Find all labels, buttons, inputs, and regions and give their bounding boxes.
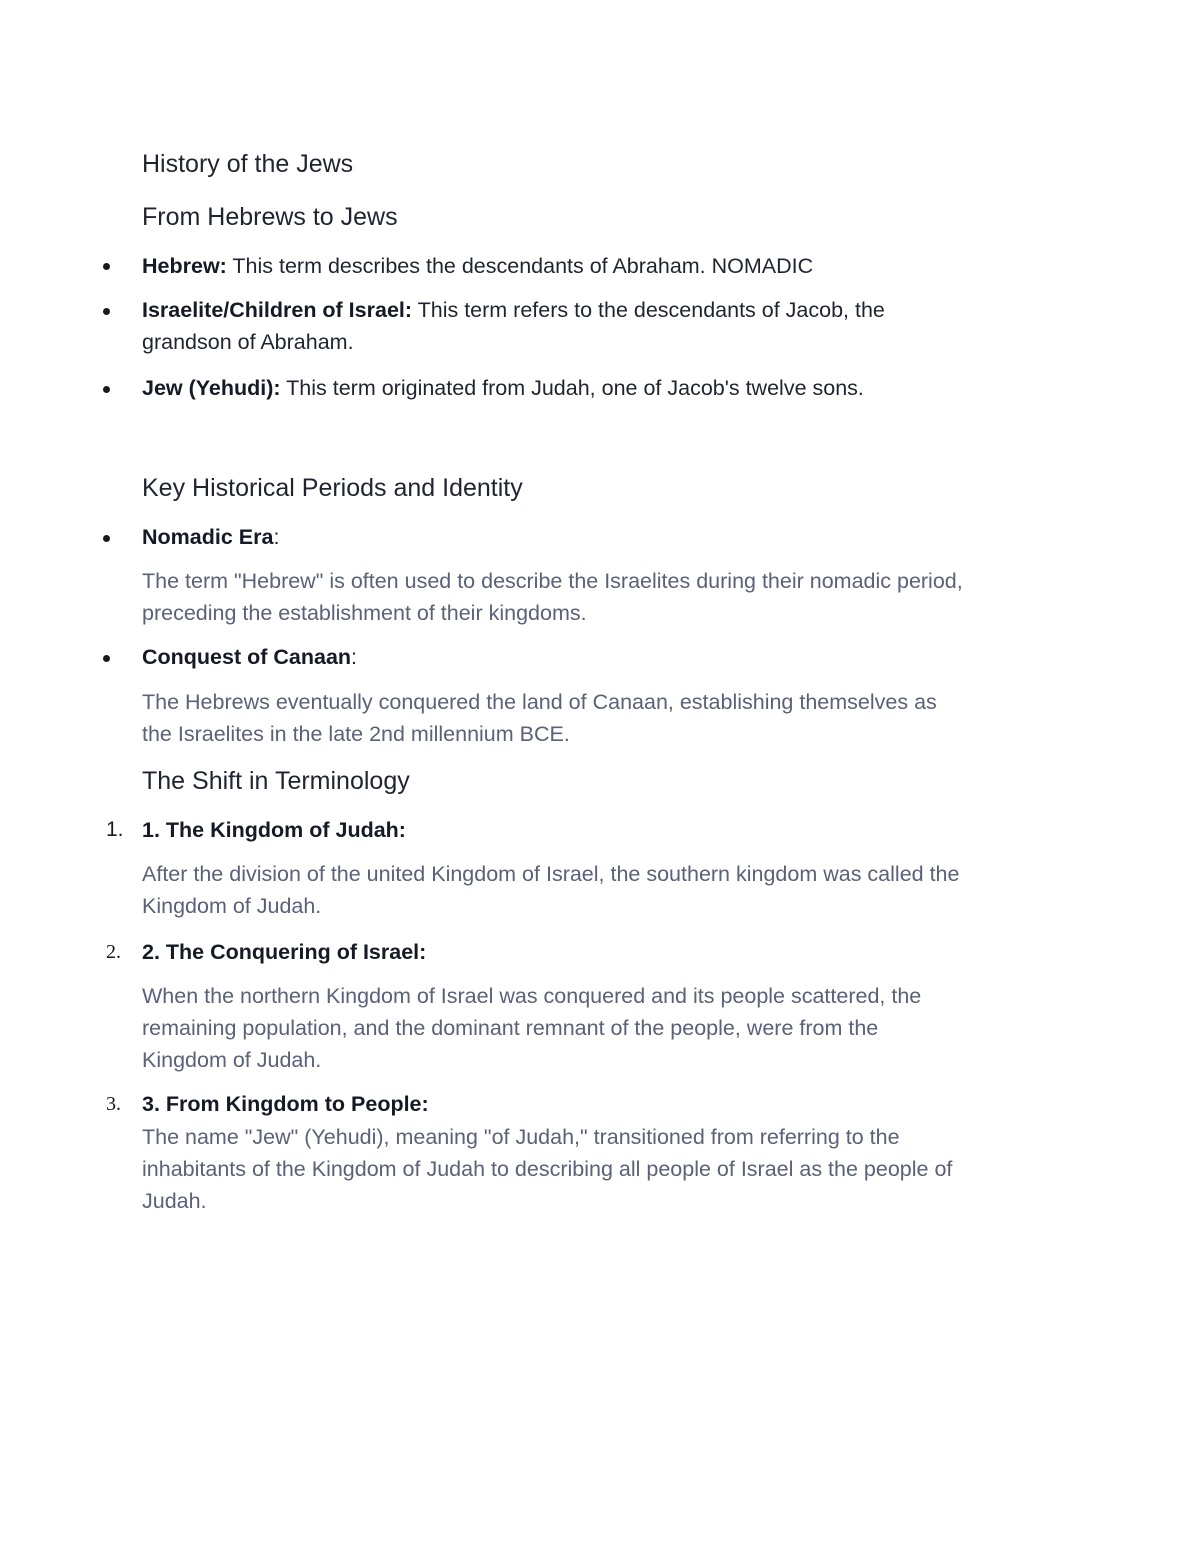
term-description: This term describes the descendants of Abraham. NOMADIC <box>226 254 814 278</box>
item-description: The Hebrews eventually conquered the land of Canaan, establishing themselves as <box>142 690 937 714</box>
list-item-nomadic-era <box>142 521 279 553</box>
term-label: 3. From Kingdom to People: <box>142 1092 429 1116</box>
item-description: inhabitants of the Kingdom of Judah to describing all people of Israel as the people of <box>142 1157 953 1181</box>
term-label: Israelite/Children of Israel: <box>142 298 413 322</box>
item-description: the Israelites in the late 2nd millennium BCE. <box>142 722 570 746</box>
list-number: 1. <box>106 818 124 841</box>
section-heading-hebrews-to-jews: From Hebrews to Jews <box>142 203 398 231</box>
bullet-icon <box>103 535 110 542</box>
term-description: This term refers to the descendants of Jacob, the <box>412 298 885 322</box>
list-item-conquest-canaan <box>142 641 357 673</box>
term-label: Hebrew: <box>142 254 227 278</box>
list-item-kingdom-judah <box>142 814 406 846</box>
document-title: History of the Jews <box>142 150 354 178</box>
section-heading-shift-terminology: The Shift in Terminology <box>142 767 410 795</box>
list-number: 2. <box>106 941 121 963</box>
term-label: 1. The Kingdom of Judah: <box>142 818 406 842</box>
bullet-icon <box>103 263 110 270</box>
term-colon: : <box>351 645 358 669</box>
term-label: 2. The Conquering of Israel: <box>142 940 427 964</box>
item-description: Kingdom of Judah. <box>142 1048 322 1072</box>
list-number: 3. <box>106 1093 121 1115</box>
list-item-jew <box>142 372 864 404</box>
list-item-kingdom-to-people <box>142 1088 429 1120</box>
list-item-israelite <box>142 294 885 326</box>
bullet-icon <box>103 655 110 662</box>
section-heading-key-periods: Key Historical Periods and Identity <box>142 474 523 502</box>
item-description: Judah. <box>142 1189 207 1213</box>
item-description: The name "Jew" (Yehudi), meaning "of Judah," transitioned from referring to the <box>142 1125 900 1149</box>
item-description: When the northern Kingdom of Israel was conquered and its people scattered, the <box>142 984 922 1008</box>
item-description: remaining population, and the dominant remnant of the people, were from the <box>142 1016 879 1040</box>
item-description: After the division of the united Kingdom of Israel, the southern kingdom was called the <box>142 862 960 886</box>
list-item-conquering-israel <box>142 936 426 968</box>
item-description: Kingdom of Judah. <box>142 894 322 918</box>
term-label: Nomadic Era <box>142 525 274 549</box>
item-description: The term "Hebrew" is often used to describe the Israelites during their nomadic period, <box>142 569 963 593</box>
term-colon: : <box>273 525 280 549</box>
bullet-icon <box>103 386 110 393</box>
term-label: Jew (Yehudi): <box>142 376 281 400</box>
term-description-continued: grandson of Abraham. <box>142 330 354 354</box>
term-description: This term originated from Judah, one of Jacob's twelve sons. <box>280 376 864 400</box>
list-item-hebrew <box>142 250 813 282</box>
item-description: preceding the establishment of their kingdoms. <box>142 601 587 625</box>
bullet-icon <box>103 308 110 315</box>
term-label: Conquest of Canaan <box>142 645 352 669</box>
